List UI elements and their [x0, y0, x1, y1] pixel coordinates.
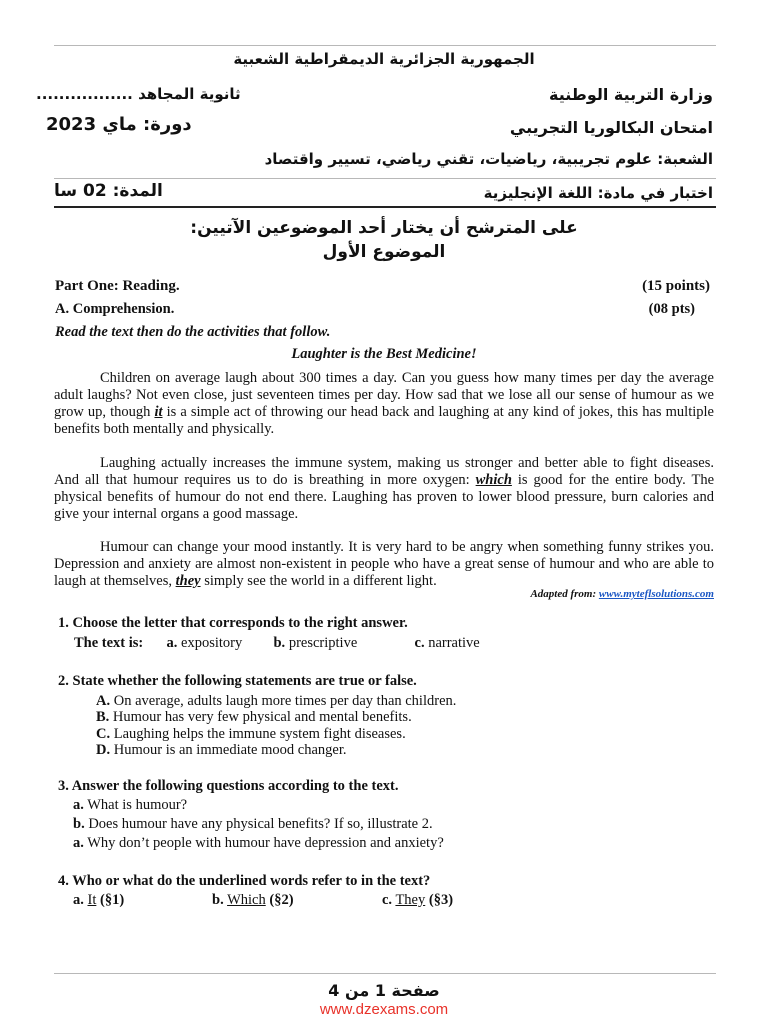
- option-b-text: prescriptive: [288, 635, 358, 651]
- exam-title: امتحان البكالوريا التجريبي: [509, 118, 713, 137]
- question-4-item-b-ref: (§2): [269, 892, 294, 908]
- question-4-item-a-letter: a.: [73, 892, 84, 908]
- statement-a-letter: A.: [96, 693, 111, 709]
- statement-b-letter: B.: [96, 709, 110, 725]
- question-4-item-a: [73, 892, 124, 909]
- part-one-points: (15 points): [642, 278, 710, 294]
- question-4-title: 4. Who or what do the underlined words refer to in the text?: [58, 873, 431, 889]
- question-3-item-1: [73, 797, 187, 814]
- question-1-title: 1. Choose the letter that corresponds to the right answer.: [58, 615, 408, 631]
- paragraph-1-text: Children on average laugh about 300 times a day. Can you guess how many times per day the average adult laughs? Not even close, just seventeen times per day. How sad that we lose all our sense of humour as we grow up, though: [54, 370, 714, 420]
- paragraph-1-text-end: is a simple act of throwing our head back and laughing at any kind of jokes, this has multiple benefits both mentally and physically.: [54, 404, 714, 437]
- source-line: [530, 588, 714, 600]
- underlined-word-they: they: [175, 573, 201, 589]
- paragraph-3-text-end: simply see the world in a different light.: [200, 573, 437, 589]
- paragraph-3: [54, 539, 714, 590]
- question-3-item-2-text: Does humour have any physical benefits? If so, illustrate 2.: [88, 816, 433, 832]
- session: دورة: ماي 2023: [46, 114, 192, 135]
- paragraph-2-text: Laughing actually increases the immune system, making us stronger and better able to fight diseases. And all that humour requires us to do is breathing in more oxygen:: [54, 455, 714, 488]
- statement-d: [96, 742, 347, 759]
- text-title: Laughter is the Best Medicine!: [291, 346, 477, 362]
- subject: اختبار في مادة: اللغة الإنجليزية: [483, 184, 713, 202]
- footer-rule: [54, 973, 716, 974]
- statement-c-text: Laughing helps the immune system fight diseases.: [113, 726, 406, 742]
- question-4-item-c-letter: c.: [382, 892, 393, 908]
- underlined-word-it: it: [154, 404, 163, 420]
- question-3-item-2-letter: b.: [73, 816, 85, 832]
- option-b-letter: b.: [273, 635, 286, 651]
- question-4-item-b-word: Which: [227, 892, 266, 908]
- duration: المدة: 02 سا: [54, 181, 163, 201]
- question-2-title: 2. State whether the following statements are true or false.: [58, 673, 417, 689]
- header-rule: [54, 178, 716, 179]
- underlined-word-which: which: [475, 472, 512, 488]
- page-number: صفحة 1 من 4: [328, 981, 440, 1000]
- statement-b: [96, 709, 412, 726]
- section-a-points: (08 pts): [648, 301, 695, 317]
- option-a-letter: a.: [166, 635, 178, 651]
- question-3-item-3: [73, 835, 444, 852]
- question-4-item-a-ref: (§1): [99, 892, 125, 908]
- question-4-item-b-letter: b.: [212, 892, 224, 908]
- header-rule-bold: [54, 206, 716, 208]
- option-c-text: narrative: [428, 635, 480, 651]
- question-4-item-c-word: They: [395, 892, 426, 908]
- source-link[interactable]: www.myteflsolutions.com: [598, 588, 714, 600]
- paragraph-2-text-end: is good for the entire body. The physical benefits of humour do not end there. Laughing has proven to lower blood pressure, burn calories and give your internal organs a good massage.: [54, 472, 715, 522]
- instruction-arabic: على المترشح أن يختار أحد الموضوعين الآتيين:: [190, 218, 578, 238]
- paragraph-3-text: Humour can change your mood instantly. It is very hard to be angry when something funny strikes you. Depression and anxiety are almost non-existent in people who have a great sense of humour and who are able to laugh at themselves,: [54, 539, 714, 589]
- statement-a-text: On average, adults laugh more times per day than children.: [113, 693, 457, 709]
- school-name: ثانوية المجاهد .................: [36, 85, 241, 103]
- statement-b-text: Humour has very few physical and mental benefits.: [112, 709, 412, 725]
- statement-d-letter: D.: [96, 742, 111, 758]
- reading-instruction: Read the text then do the activities that follow.: [55, 324, 331, 340]
- republic-title: الجمهورية الجزائرية الديمقراطية الشعبية: [233, 50, 535, 68]
- statement-c: [96, 726, 406, 743]
- question-3-item-3-text: Why don’t people with humour have depression and anxiety?: [87, 835, 444, 851]
- statement-d-text: Humour is an immediate mood changer.: [113, 742, 347, 758]
- question-4-item-a-word: It: [87, 892, 97, 908]
- question-3-item-1-text: What is humour?: [87, 797, 188, 813]
- question-4-item-c-ref: (§3): [428, 892, 454, 908]
- watermark-link[interactable]: www.dzexams.com: [319, 1001, 449, 1018]
- top-rule: [54, 45, 716, 46]
- part-one-title: Part One: Reading.: [55, 278, 180, 294]
- statement-c-letter: C.: [96, 726, 111, 742]
- question-3-item-3-letter: a.: [73, 835, 84, 851]
- streams: الشعبة: علوم تجريبية، رياضيات، تقني رياضي، تسيير واقتصاد: [264, 150, 713, 168]
- paragraph-1: [54, 370, 714, 438]
- question-4-item-c: [382, 892, 453, 909]
- paragraph-2: [54, 455, 714, 523]
- question-3-item-2: [73, 816, 433, 833]
- topic-title: الموضوع الأول: [322, 242, 446, 262]
- ministry: وزارة التربية الوطنية: [548, 85, 713, 104]
- statement-a: [96, 693, 456, 710]
- source-label: Adapted from:: [530, 588, 599, 600]
- section-a-title: A. Comprehension.: [55, 301, 175, 317]
- option-c-letter: c.: [414, 635, 425, 651]
- question-1-stem: The text is:: [74, 635, 144, 651]
- question-1-options: [74, 635, 480, 652]
- question-3-title: 3. Answer the following questions according to the text.: [58, 778, 399, 794]
- question-3-item-1-letter: a.: [73, 797, 84, 813]
- option-a-text: expository: [181, 635, 243, 651]
- question-4-item-b: [212, 892, 294, 909]
